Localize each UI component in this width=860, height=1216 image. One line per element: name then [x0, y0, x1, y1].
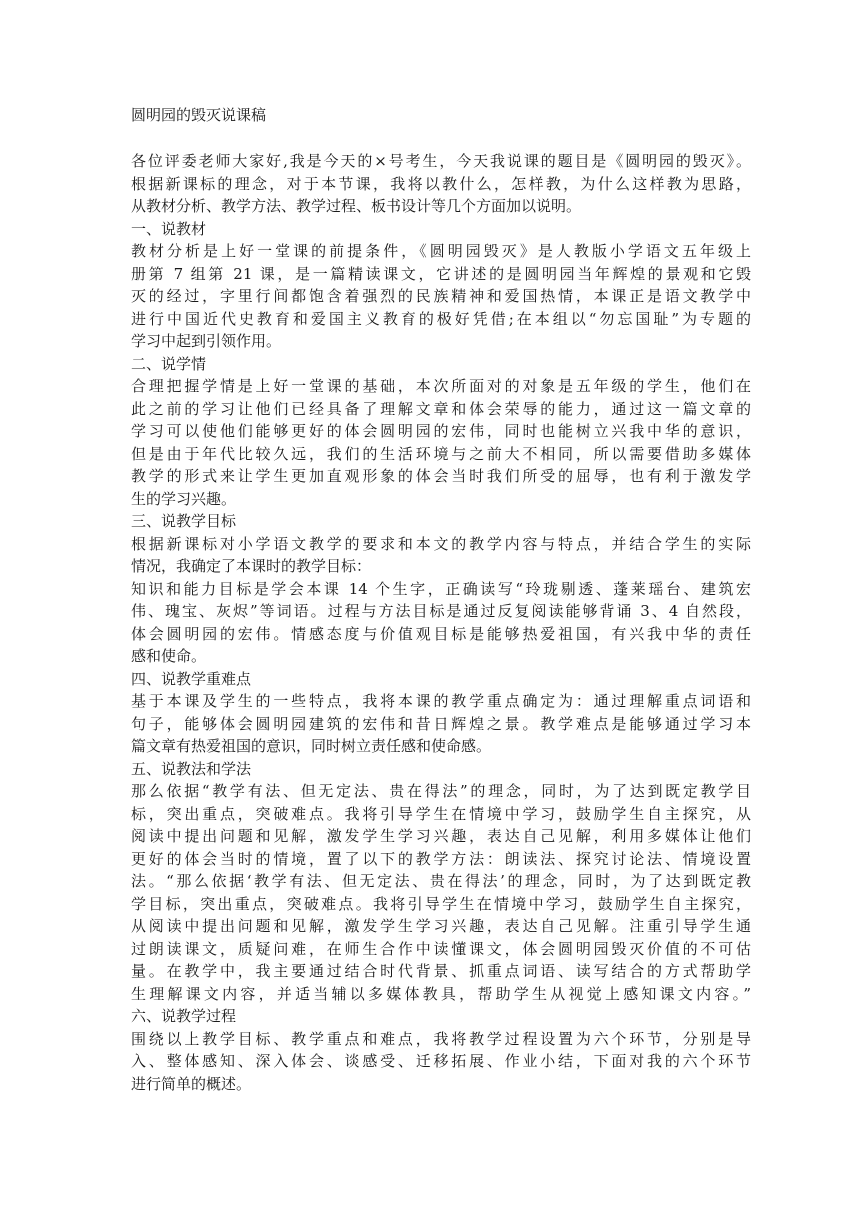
text-line: 根据新课标对小学语文教学的要求和本文的教学内容与特点，并结合学生的实际 [131, 534, 751, 553]
text-line: 那么依据“教学有法、但无定法、贵在得法”的理念，同时，为了达到既定教学目 [131, 782, 751, 800]
text-line: 一、说教材 [131, 219, 207, 238]
text-line: 学目标，突出重点，突破难点。我将引导学生在情境中学习，鼓励学生自主探究， [131, 894, 751, 913]
text-line: 三、说教学目标 [131, 512, 237, 530]
document-body [131, 150, 751, 1095]
text-line: 四、说教学重难点 [131, 669, 252, 688]
text-line: 但是由于年代比较久远，我们的生活环境与之前大不相同，所以需要借助多媒体 [131, 444, 751, 463]
text-line: 从教材分析、教学方法、教学过程、板书设计等几个方面加以说明。 [131, 197, 582, 215]
text-line: 此之前的学习让他们已经具备了理解文章和体会荣辱的能力，通过这一篇文章的 [131, 399, 751, 418]
text-line: 进行简单的概述。 [131, 1074, 252, 1093]
text-line: 学习可以使他们能够更好的体会圆明园的宏伟，同时也能树立兴我中华的意识， [131, 422, 751, 440]
text-line: 法。“那么依据‘教学有法、但无定法、贵在得法’的理念，同时，为了达到既定教 [131, 872, 751, 890]
text-line: 情况，我确定了本课时的教学目标： [131, 557, 372, 575]
text-line: 过朗读课文，质疑问难，在师生合作中读懂课文，体会圆明园毁灭价值的不可估 [131, 939, 751, 958]
text-line: 从阅读中提出问题和见解，激发学生学习兴趣，表达自己见解。注重引导学生通 [131, 917, 751, 935]
text-line: 基于本课及学生的一些特点，我将本课的教学重点确定为：通过理解重点词语和 [131, 692, 751, 710]
document-title: 圆明园的毁灭说课稿 [131, 106, 267, 124]
text-line: 知识和能力目标是学会本课 14 个生字，正确读写“玲珑剔透、蓬莱瑶台、建筑宏 [131, 579, 751, 598]
text-line: 灭的经过，字里行间都饱含着强烈的民族精神和爱国热情，本课正是语文教学中 [131, 287, 751, 305]
text-line: 生的学习兴趣。 [131, 489, 237, 508]
text-line: 教学的形式来让学生更加直观形象的体会当时我们所受的屈辱，也有利于激发学 [131, 467, 751, 485]
text-line: 学习中起到引领作用。 [131, 332, 282, 350]
text-line: 根据新课标的理念，对于本节课，我将以教什么，怎样教，为什么这样教为思路， [131, 174, 751, 193]
text-line: 感和使命。 [131, 647, 207, 665]
text-line: 六、说教学过程 [131, 1007, 237, 1025]
text-line: 围绕以上教学目标、教学重点和难点，我将教学过程设置为六个环节，分别是导 [131, 1029, 751, 1048]
text-line: 生理解课文内容，并适当辅以多媒体教具，帮助学生从视觉上感知课文内容。” [131, 984, 751, 1003]
text-line: 册第 7 组第 21 课，是一篇精读课文，它讲述的是圆明园当年辉煌的景观和它毁 [131, 264, 751, 283]
text-line: 合理把握学情是上好一堂课的基础，本次所面对的对象是五年级的学生，他们在 [131, 377, 751, 395]
text-line: 入、整体感知、深入体会、谈感受、迁移拓展、作业小结，下面对我的六个环节 [131, 1052, 751, 1070]
text-line: 阅读中提出问题和见解，激发学生学习兴趣，表达自己见解，利用多媒体让他们 [131, 827, 751, 845]
text-line: 教材分析是上好一堂课的前提条件，《圆明园毁灭》是人教版小学语文五年级上 [131, 242, 751, 260]
text-line: 量。在教学中，我主要通过结合时代背景、抓重点词语、读写结合的方式帮助学 [131, 962, 751, 980]
text-line: 体会圆明园的宏伟。情感态度与价值观目标是能够热爱祖国，有兴我中华的责任 [131, 624, 751, 643]
text-line: 进行中国近代史教育和爱国主义教育的极好凭借;在本组以“勿忘国耻”为专题的 [131, 309, 751, 328]
text-line: 五、说教法和学法 [131, 759, 252, 778]
text-line: 二、说学情 [131, 354, 207, 373]
text-line: 更好的体会当时的情境，置了以下的教学方法：朗读法、探究讨论法、情境设置 [131, 849, 751, 868]
text-line: 伟、瑰宝、灰烬”等词语。过程与方法目标是通过反复阅读能够背诵 3、4 自然段， [131, 602, 751, 620]
text-line: 各位评委老师大家好,我是今天的×号考生，今天我说课的题目是《圆明园的毁灭》。 [131, 152, 751, 170]
text-line: 标，突出重点，突破难点。我将引导学生在情境中学习，鼓励学生自主探究，从 [131, 804, 751, 823]
text-line: 句子，能够体会圆明园建筑的宏伟和昔日辉煌之景。教学难点是能够通过学习本 [131, 714, 751, 733]
text-line: 篇文章有热爱祖国的意识，同时树立责任感和使命感。 [131, 737, 492, 755]
